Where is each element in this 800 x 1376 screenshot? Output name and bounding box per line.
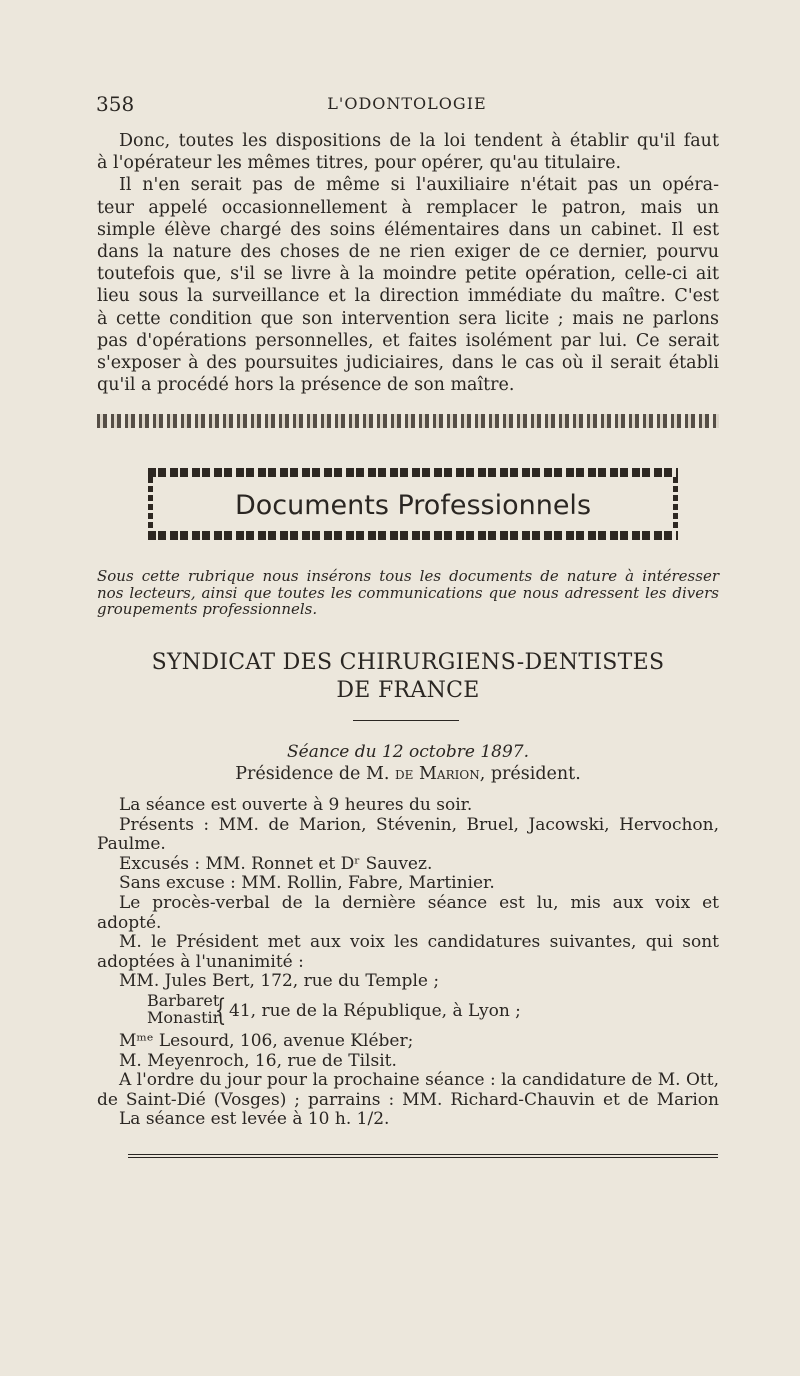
minutes-line: M. le Président met aux voix les candidatures suivantes, qui sont	[119, 932, 719, 953]
short-rule	[353, 720, 459, 721]
running-title: L'ODONTOLOGIE	[327, 94, 487, 113]
minutes-line: adopté.	[97, 912, 162, 933]
page-header	[96, 92, 718, 116]
text-line: dans la nature des choses de ne rien exiger de ce dernier, pourvu	[97, 242, 719, 263]
text-line: simple élève chargé des soins élémentaires dans un cabinet. Il est	[97, 219, 719, 240]
presidence-suffix: , président.	[479, 764, 581, 784]
text-line: à cette condition que son intervention sera licite ; mais ne parlons	[97, 308, 719, 329]
text-line: à l'opérateur les mêmes titres, pour opérer, qu'au titulaire.	[97, 153, 622, 174]
presidence-prefix: Présidence de M.	[235, 764, 390, 784]
seance-date: Séance du 12 octobre 1897.	[286, 742, 529, 762]
minutes-line: de Saint-Dié (Vosges) ; parrains : MM. Richard-Chauvin et de Marion	[97, 1089, 719, 1110]
minutes-line: Sans excuse : MM. Rollin, Fabre, Martinier.	[119, 873, 495, 894]
text-line: lieu sous la surveillance et la direction immédiate du maître. C'est	[97, 286, 719, 307]
syndicat-heading: SYNDICAT DES CHIRURGIENS-DENTISTES	[151, 650, 665, 675]
minutes-line: Excusés : MM. Ronnet et Dʳ Sauvez.	[119, 853, 433, 874]
syndicat-subheading: DE FRANCE	[336, 678, 480, 703]
braced-address: 41, rue de la République, à Lyon ;	[229, 1000, 521, 1021]
intro-line: Sous cette rubrique nous insérons tous les documents de nature à intéresser	[97, 567, 719, 585]
intro-line: groupements professionnels.	[97, 600, 318, 618]
body-paragraphs	[97, 130, 719, 396]
minutes-line: Présents : MM. de Marion, Stévenin, Bruel, Jacowski, Hervochon,	[119, 814, 719, 835]
minutes-line: Le procès-verbal de la dernière séance est lu, mis aux voix et	[119, 892, 719, 913]
minutes-line: MM. Jules Bert, 172, rue du Temple ;	[119, 971, 440, 992]
braced-names	[147, 992, 220, 1026]
braced-name: Monastir	[147, 1007, 221, 1027]
frame-border-bottom	[148, 531, 678, 540]
page-number: 358	[96, 92, 135, 116]
text-line: teur appelé occasionnellement à remplacer le patron, mais un	[97, 197, 719, 218]
minutes-line: Mᵐᵉ Lesourd, 106, avenue Kléber;	[119, 1030, 414, 1051]
text-line: qu'il a procédé hors la présence de son maître.	[97, 375, 515, 396]
text-line: pas d'opérations personnelles, et faites isolément par lui. Ce serait	[97, 330, 719, 351]
minutes-line: M. Meyenroch, 16, rue de Tilsit.	[119, 1050, 397, 1071]
minutes-line: Paulme.	[97, 834, 166, 855]
minutes-line: La séance est levée à 10 h. 1/2.	[119, 1109, 390, 1130]
braced-name: Barbaret	[147, 990, 220, 1010]
presidence-line	[97, 764, 719, 784]
minutes-line: A l'ordre du jour pour la prochaine séance : la candidature de M. Ott,	[119, 1070, 719, 1091]
minutes-line: La séance est ouverte à 9 heures du soir.	[119, 795, 473, 815]
text-line: Il n'en serait pas de même si l'auxiliaire n'était pas un opéra-	[119, 175, 719, 196]
minutes-line: adoptées à l'unanimité :	[97, 951, 304, 972]
text-line: toutefois que, s'il se livre à la moindre petite opération, celle-ci ait	[97, 264, 719, 285]
ornamental-divider	[97, 414, 719, 428]
intro-line: nos lecteurs, ainsi que toutes les communications que nous adressent les divers	[97, 583, 719, 602]
president-name: de Marion	[395, 764, 480, 784]
section-title-frame	[148, 468, 678, 540]
frame-border-top	[148, 468, 678, 477]
section-intro	[97, 568, 719, 618]
brace-symbol: {	[214, 992, 227, 1028]
text-line: Donc, toutes les dispositions de la loi tendent à établir qu'il faut	[119, 131, 719, 151]
text-line: s'exposer à des poursuites judiciaires, dans le cas où il serait établi	[97, 353, 719, 374]
meeting-minutes	[97, 796, 719, 1130]
end-double-rule	[128, 1154, 718, 1158]
section-title: Documents Professionnels	[234, 490, 592, 521]
braced-entry	[147, 992, 719, 1032]
